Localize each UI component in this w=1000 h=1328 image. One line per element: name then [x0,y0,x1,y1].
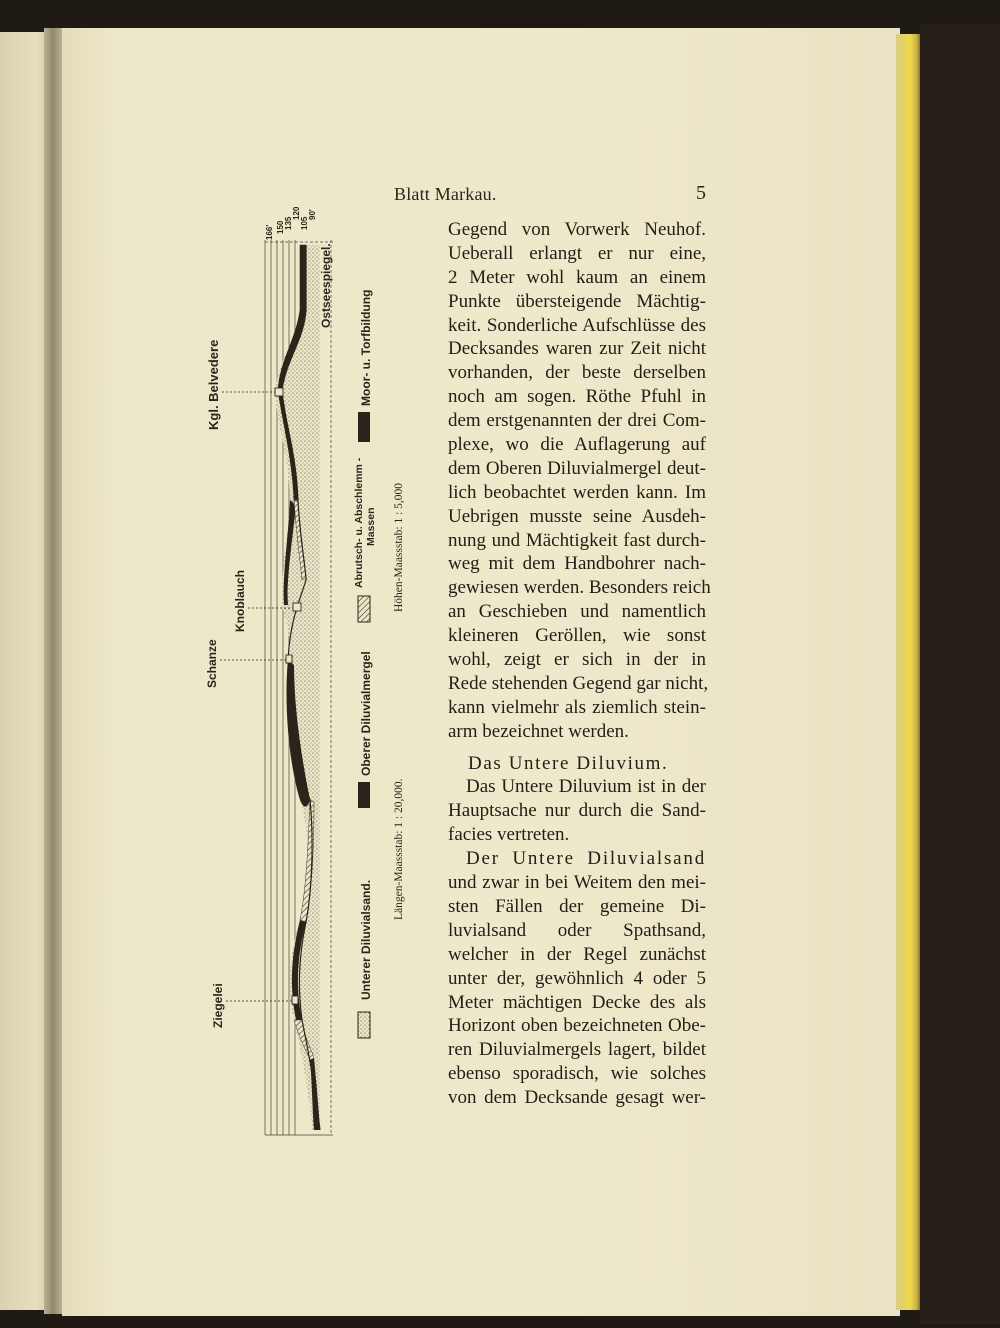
text-line: Ueberall erlangt er nur eine, [448,242,706,264]
legend-label-oberer: Oberer Diluvialmergel [359,651,373,776]
text-line: dem Oberen Diluvialmergel deut- [448,457,706,479]
text-line: lich beobachtet werden kann. Im [448,481,706,503]
text-line: Gegend von Vorwerk Neuhof. [448,219,706,240]
laengen-maassstab: Längen-Maassstab: 1 : 20,000. [393,778,405,920]
legend-swatch-unterer [358,1012,370,1038]
text-line: Uebrigen musste seine Ausdeh- [448,505,706,527]
legend-swatch-abrutsch [358,596,370,622]
height-label-166: 166' [265,224,274,240]
text-line: noch am sogen. Röthe Pfuhl in [448,386,706,408]
legend-label-abrutsch-2: Massen [365,507,377,546]
text-line: unter der, gewöhnlich 4 oder 5 [448,967,706,989]
text-line: ebenso sporadisch, wie solches [448,1063,706,1085]
label-kgl-belvedere: Kgl. Belvedere [206,339,221,430]
text-line: facies vertreten. [448,824,570,846]
legend-swatch-oberer [358,782,370,808]
label-knoblauch: Knoblauch [233,570,247,632]
text-line: Meter mächtigen Decke des als [448,991,706,1013]
label-ziegelei: Ziegelei [211,983,225,1028]
body-text [448,218,711,1110]
book-cover [920,24,1000,1324]
page-edges [896,34,922,1310]
text-line: kleineren Geröllen, wie sonst [448,625,706,647]
text-line: vorhanden, der beste derselben [448,362,706,384]
text-line: Hauptsache nur durch die Sand- [448,800,706,822]
height-label-90: 90' [308,209,317,220]
height-labels [265,206,317,240]
text-line-spaced: Der Untere Diluvialsand [466,848,706,870]
legend-label-abrutsch-1: Abrutsch- u. Abschlemm - [353,457,365,588]
hoehen-maassstab: Höhen-Maassstab: 1 : 5,000 [393,482,405,612]
text-line: Decksandes waren zur Zeit nicht [448,338,706,360]
section-heading: Das Untere Diluvium. [468,752,669,774]
legend-swatch-moor [358,412,370,442]
legend-label-unterer: Unterer Diluvialsand. [359,879,373,1000]
height-label-150: 150 [276,220,285,234]
text-line: keit. Sonderliche Aufschlüsse des [448,314,706,336]
text-line: plexe, wo die Auflagerung auf [448,434,706,456]
text-line: an Geschieben und namentlich [448,601,706,623]
text-line: gewiesen werden. Besonders reich [448,577,711,599]
text-line: von dem Decksande gesagt wer- [448,1087,706,1109]
label-ostseespiegel: Ostseespiegel. [319,243,333,328]
text-line: dem erstgenannten der drei Com- [448,410,706,432]
page-number: 5 [696,182,706,204]
text-line: Horizont oben bezeichneten Obe- [448,1015,706,1037]
geological-profile-figure [160,200,420,1150]
text-line: welcher in der Regel zunächst [448,943,706,965]
text-line: kann vielmehr als ziemlich stein- [448,696,706,718]
text-line: sten Fällen der gemeine Di- [448,895,706,917]
text-line: Rede stehenden Gegend gar nicht, [448,672,709,694]
running-header: Blatt Markau. [394,184,497,204]
height-label-105: 105 [300,216,309,230]
height-label-135: 135 [284,216,293,230]
text-line: ren Diluvialmergels lagert, bildet [448,1039,706,1061]
text-line: nung und Mächtigkeit fast durch- [448,529,706,551]
height-label-120: 120 [292,206,301,220]
text-line: Punkte übersteigende Mächtig- [448,290,706,312]
text-line: arm bezeichnet werden. [448,720,629,742]
text-line: 2 Meter wohl kaum an einem [448,266,706,288]
text-line: Das Untere Diluvium ist in der [466,776,706,798]
legend-label-moor: Moor- u. Torfbildung [359,289,373,406]
text-line: wohl, zeigt er sich in der in [448,649,706,671]
text-line: weg mit dem Handbohrer nach- [448,553,706,575]
text-line: luvialsand oder Spathsand, [448,919,706,941]
label-schanze: Schanze [205,639,219,688]
text-line: und zwar in bei Weitem den mei- [448,872,706,894]
figure-legend [353,290,377,1038]
